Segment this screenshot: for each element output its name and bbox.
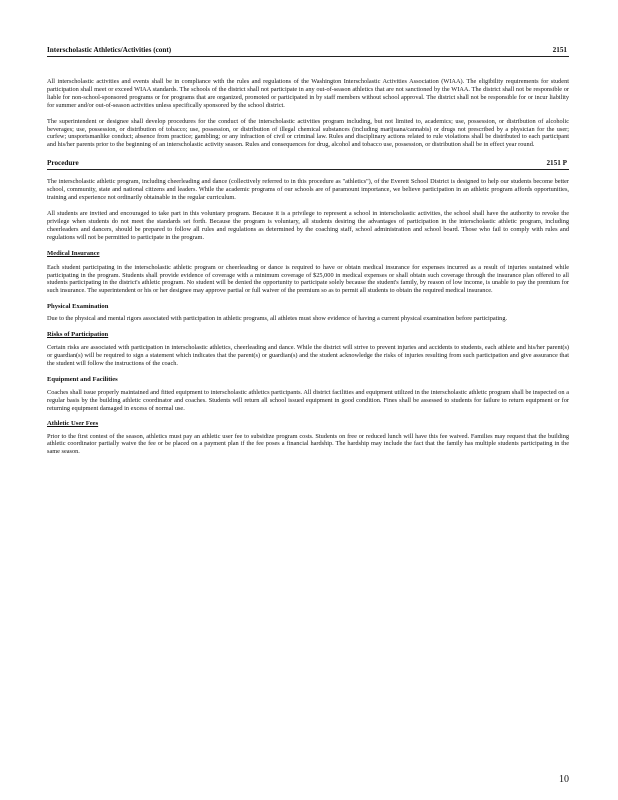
paragraph-program-intro: The interscholastic athletic program, including cheerleading and dance (collectively referred to in this procedure as "athletics"), of the Everett School District is designed to help our students become better school, community, state and national citizens and leaders. While the academic programs of our schools are of paramount importance, we believe participation in an athletic program affords opportunities, training and experience not ordinarily obtainable in the regular curriculum. [47,178,569,202]
document-page [47,46,569,456]
heading-risks: Risks of Participation [47,331,109,339]
heading-equipment: Equipment and Facilities [47,375,118,383]
heading-user-fees: Athletic User Fees [47,419,99,427]
paragraph-equipment: Coaches shall issue properly maintained and fitted equipment to interscholastic athletics participants. All district facilities and equipment utilized in the interscholastic athletic program shall be inspected on a regular basis by the building athletic coordinator and coaches. Students will return all school issued equipment in good condition. Fines shall be assessed to students for failure to return equipment or for returning equipment damaged in excess of normal use. [47,388,569,412]
heading-medical-insurance: Medical Insurance [47,249,100,257]
policy-number: 2151 [552,46,567,54]
paragraph-medical-insurance: Each student participating in the interscholastic athletic program or cheerleading or dance is required to have or obtain medical insurance for expenses incurred as a result of injuries sustained while participating in the program. Students shall provide evidence of coverage with a minimum coverage of $25,000 in medical expenses or shall obtain such coverage through the insurance plan offered to all students participating in the district's athletic program. No student will be denied the opportunity to participate solely because the student's family, by reason of low income, is unable to pay the premium for such insurance. The superintendent or his or her designee may approve partial or full waiver of the premium so as to permit all students to obtain the required medical insurance. [47,263,569,295]
paragraph-procedures: The superintendent or designee shall develop procedures for the conduct of the interscholastic activities program including, but not limited to, academics; use, possession, or distribution of alcoholic beverages; use, possession, or distribution of tobacco; use, possession, or distribution of illegal chemical substances (including marijuana/cannabis) or drugs not prescribed by a physician for the user; curfew; unsportsmanlike conduct; absence from practice; gambling; or any infraction of civil or criminal law. Rules and disciplinary actions related to rule violations shall be distributed to each participant and his/her parents prior to the beginning of an interscholastic activity season. Rules and consequences for drug, alcohol and tobacco use, possession, or distribution shall be in effect year round. [47,117,569,149]
section-header [47,46,569,57]
page-number: 10 [559,774,569,785]
paragraph-compliance: All interscholastic activities and events shall be in compliance with the rules and regulations of the Washington Interscholastic Activities Association (WIAA). The eligibility requirements for student participation shall meet or exceed WIAA standards. The schools of the district shall not participate in any out-of-season athletics that are not sanctioned by the WIAA. The district shall not be responsible or liable for non-school-sponsored programs or for programs that are organized, promoted or participated in by staff members without school approval. The district shall not be responsible for or incur liability for summer and/or out-of-season activities unless specifically sponsored by the school district. [47,78,569,109]
procedure-number: 2151 P [546,159,567,168]
paragraph-user-fees: Prior to the first contest of the season, athletics must pay an athletic user fee to subsidize program costs. Students on free or reduced lunch will have this fee waived. Families may request that the building athletic coordinator partially waive the fee or be placed on a payment plan if the fee poses a financial hardship. The hardship may include the fact that the family has multiple students participating in the same season. [47,432,569,456]
heading-physical-examination: Physical Examination [47,303,109,311]
paragraph-participation: All students are invited and encouraged to take part in this voluntary program. Because it is a privilege to represent a school in interscholastic activities, the school shall have the authority to revoke the privilege when students do not meet the standards set forth. Because the program is voluntary, all students desiring the advantages of participation in the interscholastic athletic program, including cheerleaders and dancers, should be prepared to follow all rules and regulations as determined by the coaching staff, school administration and school board. Those who fail to comply with rules and regulations will not be permitted to participate in the program. [47,209,569,241]
section-title: Interscholastic Athletics/Activities (cont) [47,46,172,54]
procedure-title: Procedure [47,159,79,168]
procedure-header [47,159,569,170]
paragraph-risks: Certain risks are associated with participation in interscholastic athletics, cheerleading and dance. While the district will strive to prevent injuries and accidents to students, each athlete and his/her parent(s) or guardian(s) will be required to sign a statement which indicates that the parent(s) or guardian(s) and the student acknowledge the risks of injuries resulting from such participation and give assurance that the student will follow the instructions of the coach. [47,344,569,367]
paragraph-physical-examination: Due to the physical and mental rigors associated with participation in athletic programs, all athletes must show evidence of having a current physical examination before participating. [47,315,508,323]
